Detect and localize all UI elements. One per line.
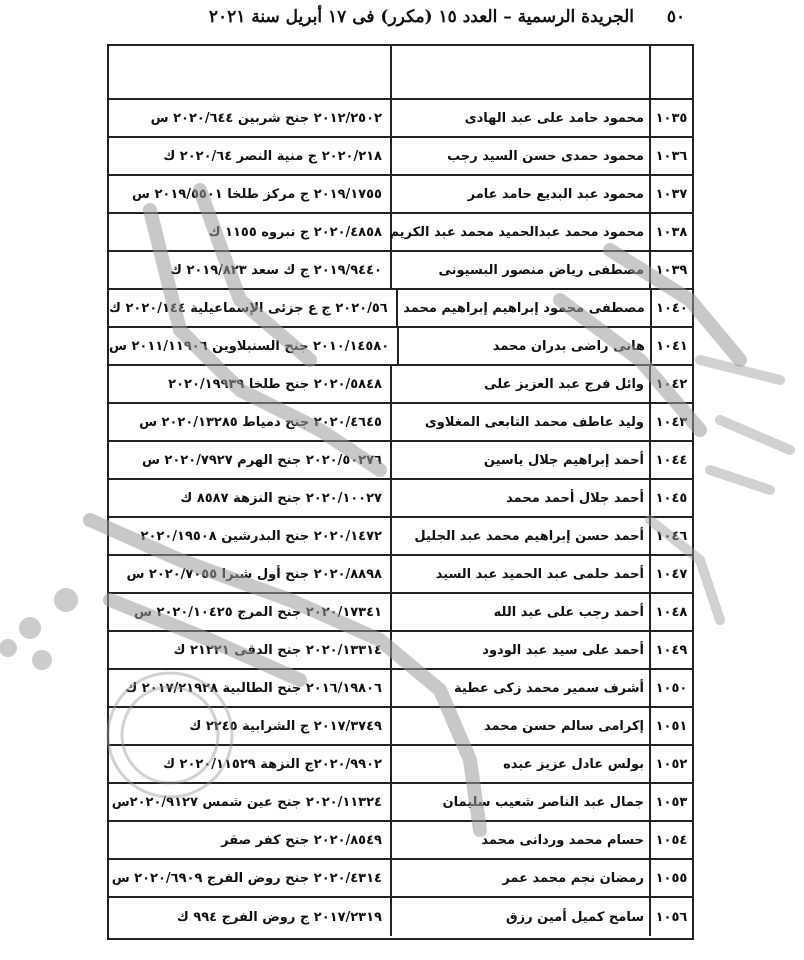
table-row <box>109 404 692 442</box>
person-name: وائل فرج عبد العزيز على <box>390 366 649 402</box>
case-reference: ٢٠١٢/٢٥٠٢ جنح شربين ٢٠٢٠/٦٤٤ س <box>150 110 382 126</box>
case-reference: ٢٠١٧/٣٧٤٩ ج الشرابية ٢٢٤٥ ك <box>189 718 382 734</box>
table-row <box>109 442 692 480</box>
person-name: أحمد حسن إبراهيم محمد عبد الجليل <box>390 518 649 554</box>
row-number: ١٠٣٨ <box>649 214 692 250</box>
person-name: أحمد على سيد عبد الودود <box>390 632 649 668</box>
case-reference: ٢٠٢٠/٩٩٠٢ج النزهة ٢٠٢٠/١١٥٢٩ ك <box>163 756 382 772</box>
person-name: جمال عبد الناصر شعيب سليمان <box>390 784 649 820</box>
person-name: محمود حامد على عبد الهادى <box>390 100 649 136</box>
names-table <box>107 44 694 940</box>
person-name: مصطفى محمود إبراهيم إبراهيم محمد <box>396 290 650 326</box>
person-name: أحمد حلمى عبد الحميد عبد السيد <box>390 556 649 592</box>
case-reference: ٢٠٢٠/٤٦٤٥ جنح دمياط ٢٠٢٠/١٣٢٨٥ س <box>139 414 382 430</box>
row-number: ١٠٣٧ <box>649 176 692 212</box>
person-name: حسام محمد وردانى محمد <box>390 822 649 858</box>
case-reference: ٢٠٢٠/١٣٣١٤ جنح الدقى ٢١٢٢١ ك <box>173 642 382 658</box>
case-reference: ٢٠٢٠/١٤٧٢ جنح البدرشين ٢٠٢٠/١٩٥٠٨ <box>140 528 382 544</box>
row-number: ١٠٣٩ <box>649 252 692 288</box>
table-row <box>109 746 692 784</box>
table-body <box>109 100 692 936</box>
person-name: بولس عادل عزيز عبده <box>390 746 649 782</box>
case-reference: ٢٠٢٠/٨٥٤٩ جنح كفر صقر <box>221 832 382 848</box>
row-number: ١٠٤٧ <box>649 556 692 592</box>
header-cell-name <box>390 46 649 98</box>
row-number: ١٠٤٨ <box>649 594 692 630</box>
case-reference: ٢٠١٦/١٩٨٠٦ جنح الطالبية ٢٠١٧/٢١٩٢٨ ك <box>125 680 382 696</box>
case-reference: ٢٠٢٠/١٠٠٢٧ جنح النزهة ٨٥٨٧ ك <box>180 490 382 506</box>
table-row <box>109 632 692 670</box>
case-reference: ٢٠٢٠/٥٨٤٨ جنح طلخا ٢٠٢٠/١٩٩٣٩ <box>168 376 382 392</box>
case-reference: ٢٠١٠/١٤٥٨٠ جنح السنبلاوين ٢٠١١/١١٩٠٦ س <box>109 338 390 354</box>
person-name: مصطفى رياض منصور البسيونى <box>390 252 649 288</box>
row-number: ١٠٥٦ <box>649 898 692 936</box>
case-reference: ٢٠٢٠/٢١٨ ج منية النصر ٢٠٢٠/٦٤ ك <box>163 148 382 164</box>
case-reference: ٢٠٢٠/٥٦ ج ع جزئى الإسماعيلية ٢٠٢٠/١٤٤ ك <box>109 300 388 316</box>
table-row <box>109 518 692 556</box>
person-name: هانى راضى بدران محمد <box>397 328 650 364</box>
row-number: ١٠٥٠ <box>649 670 692 706</box>
row-number: ١٠٥٥ <box>649 860 692 896</box>
gazette-title: الجريدة الرسمية – العدد ١٥ (مكرر) فى ١٧ أبريل سنة ٢٠٢١ <box>208 7 634 27</box>
case-reference: ٢٠٢٠/١٧٣٤١ جنح المرج ٢٠٢٠/١٠٤٢٥ س <box>134 604 382 620</box>
row-number: ١٠٤٠ <box>650 290 692 326</box>
row-number: ١٠٥١ <box>649 708 692 744</box>
person-name: محمود محمد عبدالحميد محمد عبد الكريم <box>390 214 649 250</box>
row-number: ١٠٤٢ <box>649 366 692 402</box>
table-row <box>109 556 692 594</box>
case-reference: ٢٠٢٠/٨٨٩٨ جنح أول شبرا ٢٠٢٠/٧٠٥٥ س <box>126 566 382 582</box>
person-name: محمود عبد البديع حامد عامر <box>390 176 649 212</box>
case-reference: ٢٠١٩/٩٤٤٠ ج ك سعد ٢٠١٩/٨٢٣ ك <box>169 262 382 278</box>
case-reference: ٢٠٢٠/١١٣٢٤ جنح عين شمس ٢٠٢٠/٩١٢٧س <box>111 794 382 810</box>
table-row <box>109 252 692 290</box>
table-row <box>109 366 692 404</box>
row-number: ١٠٥٢ <box>649 746 692 782</box>
row-number: ١٠٤١ <box>650 328 692 364</box>
case-reference: ٢٠٢٠/٥٠٢٧٦ جنح الهرم ٢٠٢٠/٧٩٢٧ س <box>141 452 382 468</box>
header-cell-number <box>649 46 692 98</box>
person-name: وليد عاطف محمد التابعى المغلاوى <box>390 404 649 440</box>
table-row <box>109 328 692 366</box>
person-name: سامح كميل أمين رزق <box>390 898 649 936</box>
table-row <box>109 822 692 860</box>
case-reference: ٢٠١٧/٢٣١٩ ج روض الفرج ٩٩٤ ك <box>176 909 382 925</box>
row-number: ١٠٣٦ <box>649 138 692 174</box>
person-name: إكرامى سالم حسن محمد <box>390 708 649 744</box>
row-number: ١٠٤٥ <box>649 480 692 516</box>
row-number: ١٠٥٣ <box>649 784 692 820</box>
row-number: ١٠٥٤ <box>649 822 692 858</box>
table-header-row <box>109 46 692 100</box>
table-row <box>109 898 692 936</box>
person-name: رمضان نجم محمد عمر <box>390 860 649 896</box>
row-number: ١٠٣٥ <box>649 100 692 136</box>
table-row <box>109 214 692 252</box>
case-reference: ٢٠٢٠/٤٨٥٨ ج نبروه ١١٥٥ ك <box>208 224 382 240</box>
page-header <box>160 4 700 30</box>
table-row <box>109 176 692 214</box>
header-cell-case <box>109 46 390 98</box>
case-reference: ٢٠١٩/١٧٥٥ ج مركز طلخا ٢٠١٩/٥٥٠١ س <box>132 186 382 202</box>
person-name: أحمد جلال أحمد محمد <box>390 480 649 516</box>
person-name: أحمد رجب على عبد الله <box>390 594 649 630</box>
case-reference: ٢٠٢٠/٤٣١٤ جنح روض الفرج ٢٠٢٠/٦٩٠٩ س <box>111 870 382 886</box>
row-number: ١٠٤٤ <box>649 442 692 478</box>
table-row <box>109 784 692 822</box>
person-name: أشرف سمير محمد زكى عطية <box>390 670 649 706</box>
table-row <box>109 860 692 898</box>
person-name: أحمد إبراهيم جلال ياسين <box>390 442 649 478</box>
row-number: ١٠٤٣ <box>649 404 692 440</box>
table-row <box>109 670 692 708</box>
table-row <box>109 480 692 518</box>
table-row <box>109 138 692 176</box>
table-row <box>109 100 692 138</box>
table-row <box>109 290 692 328</box>
table-row <box>109 594 692 632</box>
table-row <box>109 708 692 746</box>
page-number: ٥٠ <box>666 7 686 27</box>
row-number: ١٠٤٦ <box>649 518 692 554</box>
person-name: محمود حمدى حسن السيد رجب <box>390 138 649 174</box>
row-number: ١٠٤٩ <box>649 632 692 668</box>
